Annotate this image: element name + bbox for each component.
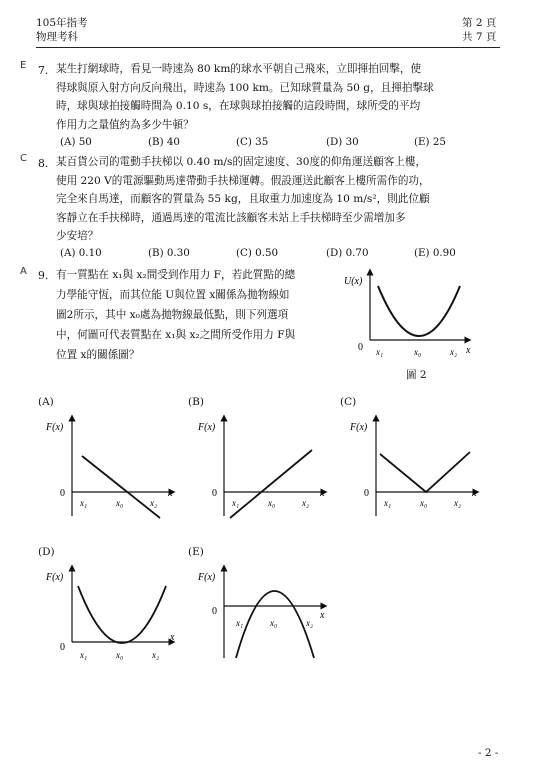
origin-label: 0 <box>364 488 369 499</box>
choice-b-graph <box>192 412 332 522</box>
tick-x1: x₁ <box>236 618 244 628</box>
q9-line: 圖2所示，其中 x₀處為拋物線最低點，則下列選項 <box>56 309 289 321</box>
choice-d-label: (D) <box>38 546 55 558</box>
tick-x1: x₁ <box>80 498 88 508</box>
tick-x0: x₀ <box>116 650 124 660</box>
y-axis-label: F(x) <box>46 572 64 583</box>
y-axis-label: F(x) <box>350 422 368 433</box>
y-axis-label: F(x) <box>198 422 216 433</box>
x-axis-label: x <box>320 488 325 499</box>
choice-c-label: (C) <box>340 396 357 408</box>
question-text-q7 <box>56 60 434 134</box>
potential-curve <box>378 286 460 336</box>
x-axis-label: x <box>168 488 173 499</box>
q9-line: 位置 x的關係圖？ <box>56 349 140 361</box>
q8-line: 少安培？ <box>56 230 99 242</box>
tick-x2: x₂ <box>454 498 462 508</box>
option-q7-e: (E) 25 <box>414 136 446 148</box>
figure-2-potential-graph <box>340 268 480 358</box>
q8-line: 完全來自馬達，而顧客的質量為 55 kg，且取重力加速度為 10 m/s²，則此位顧 <box>56 193 430 205</box>
page-indicator: 第 2 頁 <box>462 17 497 29</box>
force-line <box>82 456 160 518</box>
force-line <box>380 452 470 492</box>
choice-c-graph <box>344 412 484 522</box>
subject-title: 物理考科 <box>36 31 78 43</box>
y-axis-label: U(x) <box>344 276 363 287</box>
y-axis-label: F(x) <box>46 422 64 433</box>
question-number-q7: 7. <box>38 64 49 77</box>
x-axis-label: x <box>472 488 477 499</box>
question-text-q8 <box>56 153 430 246</box>
q7-line: 得球與原入射方向反向飛出，時速為 100 km。已知球質量為 50 g，且揮拍擊球 <box>56 81 434 94</box>
option-q8-c: (C) 0.50 <box>236 247 279 259</box>
header-divider <box>36 47 500 48</box>
x-axis-label: x <box>320 610 325 621</box>
origin-label: 0 <box>212 488 217 499</box>
option-q7-b: (B) 40 <box>148 136 180 148</box>
tick-x1: x₁ <box>376 347 384 357</box>
tick-x2: x₂ <box>302 498 310 508</box>
y-axis-label: F(x) <box>198 572 216 583</box>
tick-x0: x₀ <box>270 618 278 628</box>
tick-x2: x₂ <box>306 618 314 628</box>
q9-line: 有一質點在 x₁與 x₂間受到作用力 F，若此質點的總 <box>56 269 296 281</box>
tick-x0: x₀ <box>420 498 428 508</box>
q8-line: 客靜立在手扶梯時，通過馬達的電流比該顧客未站上手扶梯時至少需增加多 <box>56 211 406 224</box>
option-q7-a: (A) 50 <box>60 136 92 148</box>
options-q7 <box>60 136 446 148</box>
option-q7-d: (D) 30 <box>326 136 359 148</box>
question-number-q8: 8. <box>38 157 49 170</box>
answer-mark-q9: A <box>20 266 27 277</box>
option-q7-c: (C) 35 <box>236 136 269 148</box>
question-text-q9 <box>56 265 295 365</box>
page-number: - 2 - <box>478 747 499 759</box>
q8-line: 某百貨公司的電動手扶梯以 0.40 m/s的固定速度、30度的仰角運送顧客上樓， <box>56 156 427 168</box>
choice-d-graph <box>40 562 180 668</box>
x-axis-label: x <box>170 632 175 643</box>
option-q8-a: (A) 0.10 <box>60 247 102 259</box>
option-q8-b: (B) 0.30 <box>148 247 190 259</box>
total-pages: 共 7 頁 <box>462 31 497 43</box>
tick-x2: x₂ <box>152 650 160 660</box>
option-q8-e: (E) 0.90 <box>414 247 456 259</box>
choice-a-label: (A) <box>38 396 54 408</box>
q7-line: 作用力之量值約為多少牛頓？ <box>56 118 194 131</box>
tick-x1: x₁ <box>384 498 392 508</box>
origin-label: 0 <box>358 342 363 353</box>
answer-mark-q7: E <box>20 60 27 71</box>
force-curve <box>78 586 166 643</box>
origin-label: 0 <box>60 642 65 653</box>
choice-b-label: (B) <box>188 396 204 408</box>
tick-x0: x₀ <box>414 347 422 357</box>
answer-mark-q8: C <box>20 153 27 164</box>
choice-a-graph <box>40 412 180 522</box>
origin-label: 0 <box>212 606 217 617</box>
option-q8-d: (D) 0.70 <box>326 247 369 259</box>
tick-x0: x₀ <box>268 498 276 508</box>
tick-x2: x₂ <box>450 347 458 357</box>
tick-x1: x₁ <box>232 498 240 508</box>
q7-line: 某生打網球時，看見一時速為 80 km的球水平朝自己飛來，立即揮拍回擊，使 <box>56 63 422 75</box>
options-q8 <box>60 247 456 259</box>
origin-label: 0 <box>60 488 65 499</box>
q9-line: 中，何圖可代表質點在 x₁與 x₂之間所受作用力 F與 <box>56 329 296 341</box>
q8-line: 使用 220 V的電源驅動馬達帶動手扶梯運轉。假設運送此顧客上樓所需作的功， <box>56 174 430 187</box>
x-axis-label: x <box>466 345 471 356</box>
choice-e-label: (E) <box>188 546 204 558</box>
tick-x2: x₂ <box>150 498 158 508</box>
q7-line: 時，球與球拍接觸時間為 0.10 s，在球與球拍接觸的這段時間，球所受的平均 <box>56 100 421 112</box>
exam-title: 105年指考 <box>36 17 88 29</box>
figure-2-caption: 圖 2 <box>406 369 427 381</box>
tick-x1: x₁ <box>80 650 88 660</box>
choice-e-graph <box>192 562 332 668</box>
question-number-q9: 9. <box>38 269 49 282</box>
tick-x0: x₀ <box>116 498 124 508</box>
q9-line: 力學能守恆，而其位能 U與位置 x關係為拋物線如 <box>56 289 290 301</box>
